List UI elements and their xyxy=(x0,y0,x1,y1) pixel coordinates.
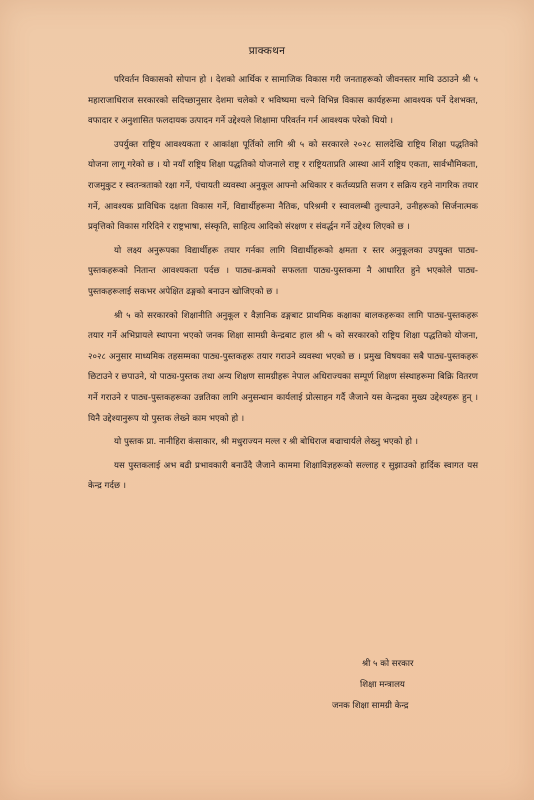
signature-center: जनक शिक्षा सामग्री केन्द्र xyxy=(332,701,409,711)
paragraph-4: श्री ५ को सरकारको शिक्षानीति अनुकूल र वैज्ञानिक ढङ्गबाट प्राथमिक कक्षाका बालकहरूका लागि पाठ्य-पुस्तकहरू तयार गर्ने अभिप्रायले स्थापना भएको जनक शिक्षा सामग्री केन्द्रबाट हाल श्री ५ को सरकारको राष्ट्रिय शिक्षा पद्धतिको योजना, २०२८ अनुसार माध्यमिक तहसम्मका पाठ्य-पुस्तकहरू तयार गराउने व्यवस्था भएको छ । प्रमुख विषयका सबै पाठ्य-पुस्तकहरू छिटाउने र छपाउने, यो पाठ्य-पुस्तक तथा अन्य शिक्षण सामग्रीहरू नेपाल अधिराज्यका सम्पूर्ण शिक्षण संस्थाहरूमा बिक्रि वितरण गर्ने गराउने र पाठ्य-पुस्तकहरूका उन्नतिका लागि अनुसन्धान कार्यलाई प्रोत्साहन गर्दै जैजाने यस केन्द्रका मुख्य उद्देश्यहरू हुन् । यिनै उद्देश्यानुरूप यो पुस्तक लेख्ने काम भएको हो । xyxy=(88,310,478,424)
signature-government: श्री ५ को सरकार xyxy=(362,659,414,669)
preface-body xyxy=(88,70,478,497)
paragraph-3: यो लक्ष्य अनुरूपका विद्यार्थीहरू तयार गर्नका लागि विद्यार्थीहरूको क्षमता र स्तर अनुकूलका उपयुक्त पाठ्य-पुस्तकहरूको नितान्त आवश्यकता पर्दछ । पाठ्य-क्रमको सफलता पाठ्य-पुस्तकमा नै आधारित हुने भएकोले पाठ्य-पुस्तकहरूलाई सकभर अपेक्षित ढङ्गको बनाउन खोजिएको छ । xyxy=(88,245,478,297)
paragraph-1: परिवर्तन विकासको सोपान हो । देशको आर्थिक र सामाजिक विकास गरी जनताहरूको जीवनस्तर माथि उठाउने श्री ५ महाराजाधिराज सरकारको सदिच्छानुसार देशमा चलेको र भविष्यमा चल्ने विभिन्न विकास कार्यहरूमा आवश्यक पर्ने देशभक्त, वफादार र अनुशासित फलदायक उत्पादन गर्ने उद्देश्यले शिक्षामा परिवर्तन गर्न आवश्यक परेको थियो । xyxy=(88,75,478,127)
paragraph-5: यो पुस्तक प्रा. नानीहिरा कंसाकार, श्री मधुराज्यन मल्ल र श्री बोधिराज बज्राचार्यले लेख्नु भएको हो । xyxy=(114,437,418,448)
signature-block xyxy=(332,654,413,717)
paragraph-6: यस पुस्तकलाई अभ बढी प्रभावकारी बनाउँदै जैजाने काममा शिक्षाविज्ञहरूको सल्लाह र सुझाउको हार्दिक स्वागत यस केन्द्र गर्दछ । xyxy=(88,460,478,492)
signature-ministry: शिक्षा मन्त्रालय xyxy=(360,680,405,690)
page-title: प्राक्कथन xyxy=(248,45,286,57)
paragraph-2: उपर्युक्त राष्ट्रिय आवश्यकता र आकांक्षा पूर्तिको लागि श्री ५ को सरकारले २०२८ सालदेखि राष्ट्रिय शिक्षा पद्धतिको योजना लागू गरेको छ । यो नयाँ राष्ट्रिय शिक्षा पद्धतिको योजनाले राष्ट्र र राष्ट्रियताप्रति आस्था आर्ने राष्ट्रिय एकता, सार्वभौमिकता, राजमुकुट र स्वतन्त्रताको रक्षा गर्ने, पंचायती व्यवस्था अनुकूल आफ्नो अधिकार र कर्तव्यप्रति सजग र सक्रिय रहने नागरिक तयार गर्ने, आवश्यक प्राविधिक दक्षता विकास गर्ने, विद्यार्थीहरूमा नैतिक, परिश्रमी र स्वावलम्बी तुल्याउने, उनीहरूको सिर्जनात्मक प्रवृत्तिको विकास गरिदिने र राष्ट्रभाषा, संस्कृति, साहित्य आदिको संरक्षण र संवर्द्धन गर्ने उद्देश्य लिएको छ । xyxy=(88,139,478,233)
